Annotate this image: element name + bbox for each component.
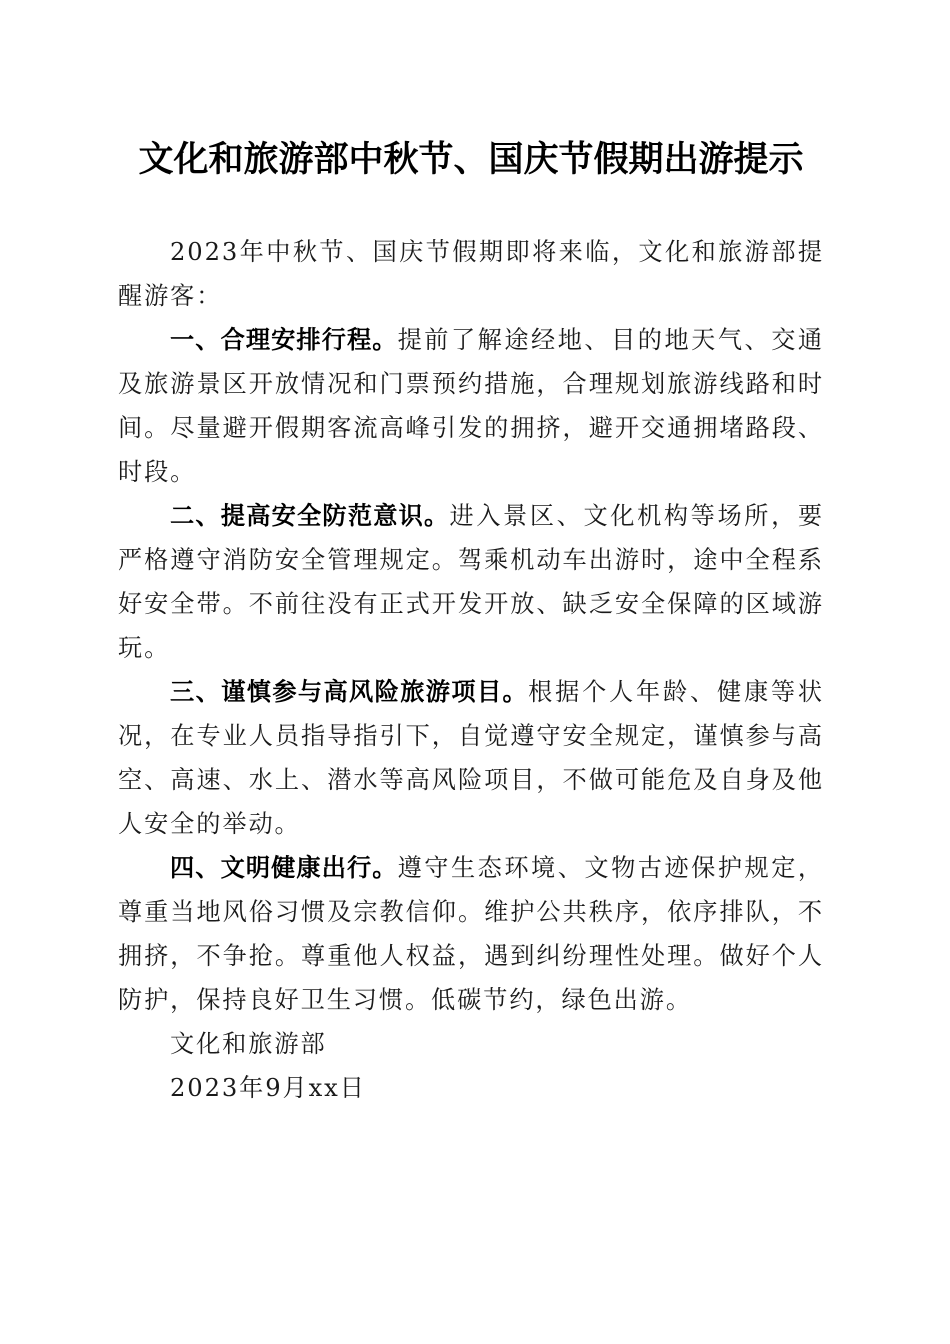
section-text-2: 进入景区、文化机构等场所，要严格遵守消防安全管理规定。驾乘机动车出游时，途中全程系好安全带。不前往没有正式开发开放、缺乏安全保障的区域游玩。	[118, 502, 824, 662]
section-paragraph-1	[118, 318, 824, 494]
section-text-1: 提前了解途经地、目的地天气、交通及旅游景区开放情况和门票预约措施，合理规划旅游线路和时间。尽量避开假期客流高峰引发的拥挤，避开交通拥堵路段、时段。	[118, 326, 824, 486]
section-heading-1: 一、合理安排行程。	[170, 326, 398, 354]
section-paragraph-4	[118, 846, 824, 1022]
document-title: 文化和旅游部中秋节、国庆节假期出游提示	[138, 139, 804, 180]
section-heading-2: 二、提高安全防范意识。	[170, 502, 450, 530]
document-body	[118, 230, 824, 1110]
intro-paragraph: 2023年中秋节、国庆节假期即将来临，文化和旅游部提醒游客：	[118, 238, 824, 310]
section-text-3: 根据个人年龄、健康等状况，在专业人员指导指引下，自觉遵守安全规定，谨慎参与高空、高速、水上、潜水等高风险项目，不做可能危及自身及他人安全的举动。	[118, 678, 824, 838]
signature-issuer: 文化和旅游部	[170, 1030, 327, 1058]
section-paragraph-2	[118, 494, 824, 670]
section-text-4: 遵守生态环境、文物古迹保护规定，尊重当地风俗习惯及宗教信仰。维护公共秩序，依序排队，不拥挤，不争抢。尊重他人权益，遇到纠纷理性处理。做好个人防护，保持良好卫生习惯。低碳节约，绿色出游。	[118, 854, 824, 1014]
section-paragraph-3	[118, 670, 824, 846]
signature-date: 2023年9月xx日	[170, 1074, 366, 1102]
section-heading-3: 三、谨慎参与高风险旅游项目。	[170, 678, 529, 706]
section-heading-4: 四、文明健康出行。	[170, 854, 398, 882]
